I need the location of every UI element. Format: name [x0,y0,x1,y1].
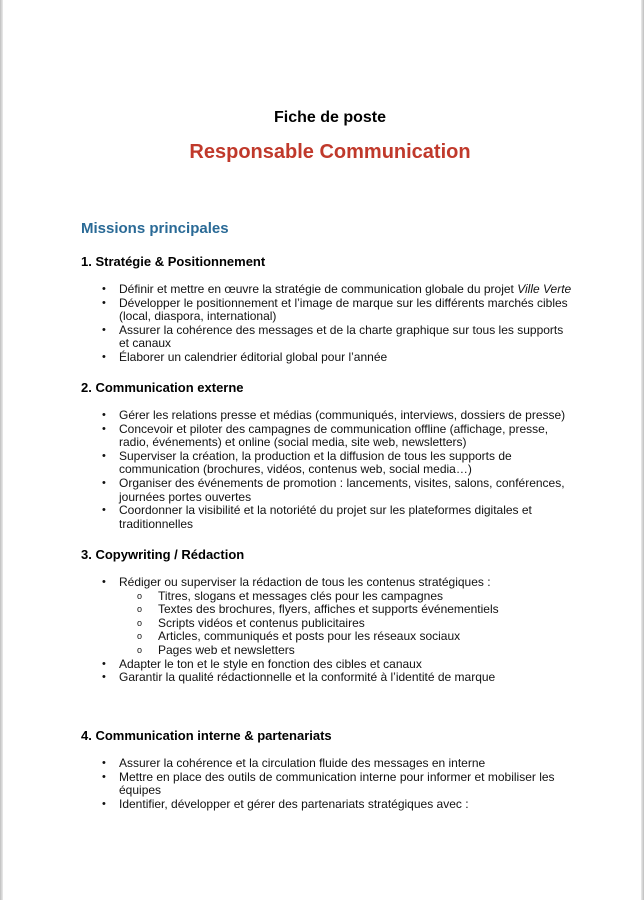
bullet-icon: • [102,671,106,684]
section-3-title: 3. Copywriting / Rédaction [81,547,245,562]
sub-list [119,590,572,658]
section-1-list [102,283,572,365]
list-item: • Identifier, développer et gérer des partenariats stratégiques avec : [102,796,469,811]
sub-list-item: o Titres, slogans et messages clés pour les campagnes [137,588,444,603]
list-item: • Assurer la cohérence et la circulation fluide des messages en interne [102,756,486,770]
circle-bullet-icon: o [137,617,143,628]
sub-list-item: o Articles, communiqués et posts pour les réseaux sociaux [137,629,461,644]
section-1-title: 1. Stratégie & Positionnement [81,254,266,269]
bullet-icon: • [102,350,106,363]
bullet-icon: • [102,476,106,489]
list-item: • Rédiger ou superviser la rédaction de tous les contenus stratégiques : o Titres, slogans et messages clés pour les campagnes o Textes des brochures, flyers, affiches et supports événementiels o Scripts vidéos et contenus publicitaires o Articles, communiqués et posts pour les réseaux sociaux o Pages web et newsletters [102,576,572,658]
list-item: • Gérer les relations presse et médias (communiqués, interviews, dossiers de presse) [102,408,566,422]
bullet-icon: • [102,657,106,670]
sub-list-item: o Textes des brochures, flyers, affiches et supports événementiels [137,602,499,617]
list-item: • Coordonner la visibilité et la notoriété du projet sur les plateformes digitales et traditionnelles [102,503,532,531]
page-edge-left [0,0,3,900]
section-3-list [102,576,572,685]
sub-list-item: o Pages web et newsletters [137,642,295,657]
section-2-list [102,409,572,531]
bullet-icon: • [102,283,106,295]
missions-heading: Missions principales [81,220,229,237]
list-item: • Superviser la création, la production et la diffusion de tous les supports de communication (brochures, vidéos, contenus web, social media…) [102,448,512,477]
list-item: • Organiser des événements de promotion : lancements, visites, salons, conférences, journées portes ouvertes [102,475,565,504]
bullet-icon: • [102,296,106,309]
section-4-title: 4. Communication interne & partenariats [81,728,332,743]
list-item: • Élaborer un calendrier éditorial global pour l’année [102,349,388,364]
bullet-icon: • [102,422,106,435]
circle-bullet-icon: o [137,631,143,642]
bullet-icon: • [102,449,106,462]
list-item: • Développer le positionnement et l’image de marque sur les différents marchés cibles (local, diaspora, international) [102,295,568,324]
list-item: • Garantir la qualité rédactionnelle et la conformité à l’identité de marque [102,670,496,685]
bullet-icon: • [102,770,106,783]
list-item: • Adapter le ton et le style en fonction des cibles et canaux [102,656,422,671]
list-item: • Mettre en place des outils de communication interne pour informer et mobiliser les équipes [102,769,555,798]
circle-bullet-icon: o [137,590,143,601]
doc-title: Responsable Communication [189,141,471,163]
bullet-icon: • [102,797,106,810]
bullet-icon: • [102,576,106,588]
section-4-list [102,757,572,811]
bullet-icon: • [102,409,106,421]
sub-list-item: o Scripts vidéos et contenus publicitaires [137,615,365,630]
list-item: • Concevoir et piloter des campagnes de communication offline (affichage, presse, radio, événements) et online (social media, site web, newsletters) [102,421,549,450]
bullet-icon: • [102,323,106,336]
circle-bullet-icon: o [137,644,143,655]
section-2-title: 2. Communication externe [81,380,244,395]
doc-kicker: Fiche de poste [273,109,387,126]
bullet-icon: • [102,757,106,769]
list-item: • Définir et mettre en œuvre la stratégie de communication globale du projet Ville Verte [102,282,572,296]
bullet-icon: • [102,504,106,517]
list-item: • Assurer la cohérence des messages et de la charte graphique sur tous les supports et canaux [102,322,564,351]
circle-bullet-icon: o [137,604,143,615]
